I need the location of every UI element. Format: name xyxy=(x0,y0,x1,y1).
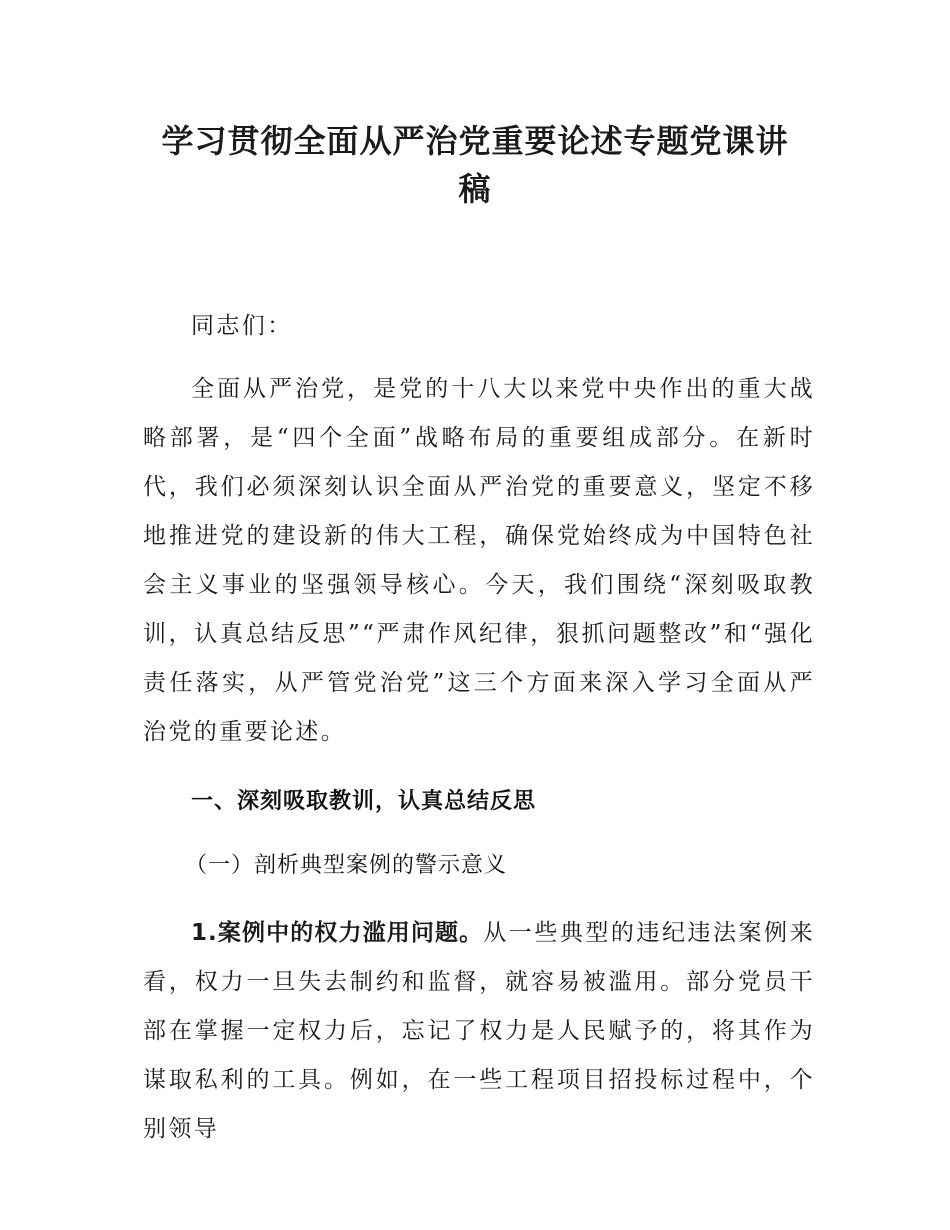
point-1-paragraph xyxy=(143,909,815,1154)
document-title xyxy=(120,117,830,213)
point-1-body: 从一些典型的违纪违法案例来看，权力一旦失去制约和监督，就容易被滥用。部分党员干部在掌握一定权力后，忘记了权力是人民赋予的，将其作为谋取私利的工具。例如，在一些工程项目招投标过程中，个别领导 xyxy=(143,920,815,1142)
point-1-lead: 1.案例中的权力滥用问题。 xyxy=(191,920,484,946)
title-line-2: 稿 xyxy=(458,170,492,208)
salutation: 同志们： xyxy=(191,313,293,339)
intro-paragraph: 全面从严治党，是党的十八大以来党中央作出的重大战略部署，是“四个全面”战略布局的重要组成部分。在新时代，我们必须深刻认识全面从严治党的重要意义，坚定不移地推进党的建设新的伟大工程，确保党始终成为中国特色社会主义事业的坚强领导核心。今天，我们围绕“深刻吸取教训，认真总结反思”“严肃作风纪律，狠抓问题整改”和“强化责任落实，从严管党治党”这三个方面来深入学习全面从严治党的重要论述。 xyxy=(143,376,815,745)
title-line-1: 学习贯彻全面从严治党重要论述专题党课讲 xyxy=(161,122,789,160)
subsection-heading-1: （一）剖析典型案例的警示意义 xyxy=(185,853,508,878)
section-heading-1: 一、深刻吸取教训，认真总结反思 xyxy=(191,789,537,814)
